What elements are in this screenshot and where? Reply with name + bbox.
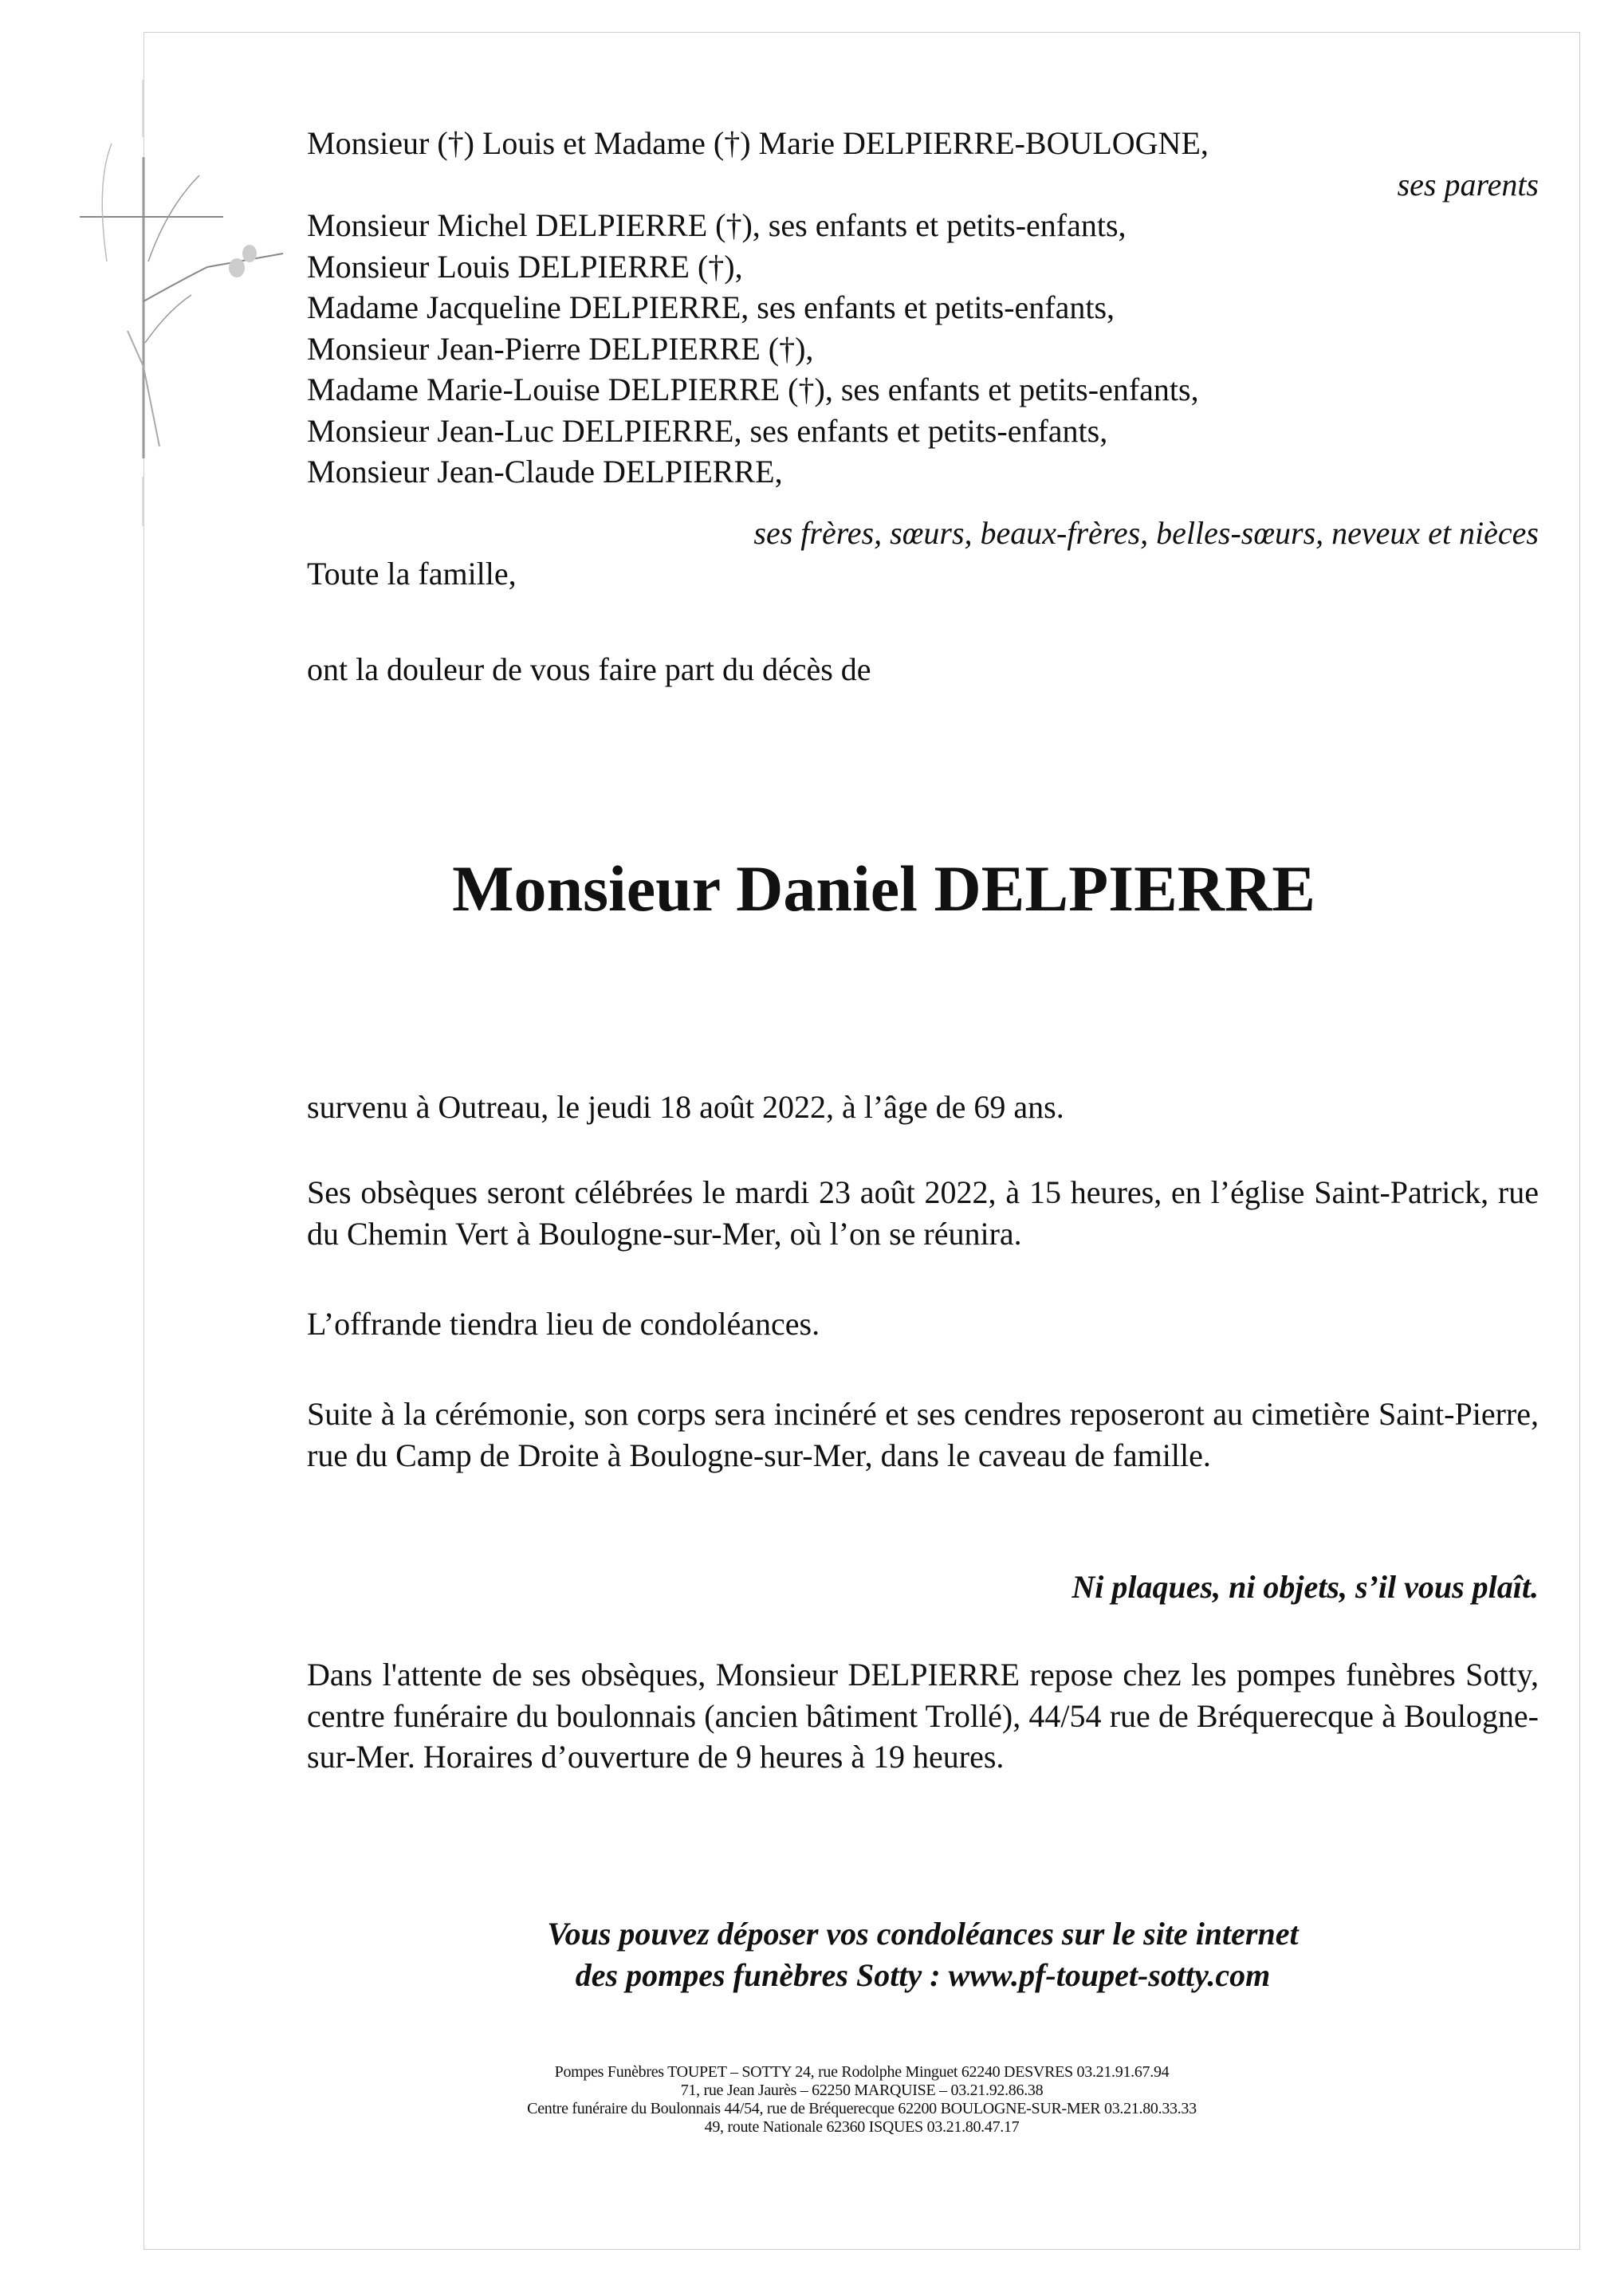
sibling-line: Madame Marie-Louise DELPIERRE (†), ses enfants et petits-enfants,	[307, 372, 1199, 407]
sibling-line: Monsieur Jean-Claude DELPIERRE,	[307, 454, 783, 489]
rest-paragraph: Dans l'attente de ses obsèques, Monsieur DELPIERRE repose chez les pompes funèbres Sotty, centre funéraire du boulonnais (ancien bâtiment Trollé), 44/54 rue de Bréquerecque à Boulogne-sur-Mer. Horaires d’ouverture de 9 heures à 19 heures.	[307, 1657, 1539, 1775]
cross-flower-illustration	[80, 80, 319, 638]
parents-role: ses parents	[1397, 166, 1539, 202]
family-list	[307, 123, 1539, 595]
footer-line: Pompes Funèbres TOUPET – SOTTY 24, rue Rodolphe Minguet 62240 DESVRES 03.21.91.67.94	[554, 2063, 1170, 2081]
all-family: Toute la famille,	[307, 556, 517, 592]
offering-paragraph: L’offrande tiendra lieu de condoléances.	[307, 1306, 820, 1342]
announcement: ont la douleur de vous faire part du décès de	[307, 651, 871, 687]
sibling-line: Madame Jacqueline DELPIERRE, ses enfants et petits-enfants,	[307, 289, 1115, 325]
sibling-line: Monsieur Louis DELPIERRE (†),	[307, 248, 743, 285]
deceased-name: Monsieur Daniel DELPIERRE	[452, 852, 1315, 925]
parents-line: Monsieur (†) Louis et Madame (†) Marie DELPIERRE-BOULOGNE,	[307, 125, 1209, 161]
sibling-line: Monsieur Michel DELPIERRE (†), ses enfants et petits-enfants,	[307, 207, 1127, 243]
no-flowers-note: Ni plaques, ni objets, s’il vous plaît.	[1072, 1569, 1539, 1605]
condolences-line: Vous pouvez déposer vos condoléances sur le site internet	[547, 1916, 1299, 1952]
sibling-line: Monsieur Jean-Luc DELPIERRE, ses enfants et petits-enfants,	[307, 412, 1108, 449]
funeral-home-footer	[144, 2063, 1580, 2137]
condolences-link[interactable]: des pompes funèbres Sotty : www.pf-toupet-sotty.com	[575, 1956, 1271, 1993]
footer-line: 71, rue Jean Jaurès – 62250 MARQUISE – 03.21.92.86.38	[680, 2082, 1044, 2099]
sibling-line: Monsieur Jean-Pierre DELPIERRE (†),	[307, 330, 814, 367]
footer-line: 49, route Nationale 62360 ISQUES 03.21.80.47.17	[704, 2118, 1020, 2136]
cremation-paragraph: Suite à la cérémonie, son corps sera inciné​ré et ses cendres reposeront au cimetière Saint-Pierre, rue du Camp de Droite à Boulogne-sur-Mer, dans le caveau de famille.	[307, 1396, 1539, 1473]
siblings-role: ses frères, sœurs, beaux-frères, belles-sœurs, neveux et nièces	[753, 514, 1539, 551]
funeral-paragraph: Ses obsèques seront célébrées le mardi 23 août 2022, à 15 heures, en l’église Saint-Patrick, rue du Chemin Vert à Boulogne-sur-Mer, où l’on se réunira.	[307, 1174, 1539, 1252]
footer-line: Centre funéraire du Boulonnais 44/54, rue de Bréquerecque 62200 BOULOGNE-SUR-MER 03.21.80.33.33	[527, 2100, 1197, 2117]
condolences-note	[307, 1913, 1539, 1995]
death-paragraph: survenu à Outreau, le jeudi 18 août 2022, à l’âge de 69 ans.	[307, 1089, 1064, 1125]
